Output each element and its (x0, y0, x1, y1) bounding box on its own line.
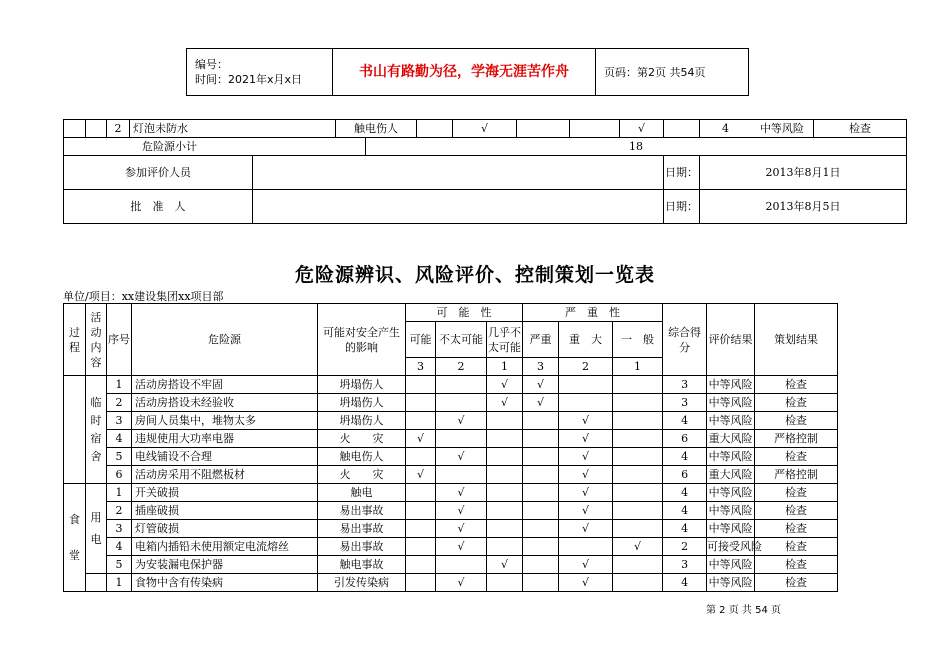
document-date: 时间：2021年x月x日 (195, 73, 303, 86)
check-cell (559, 394, 613, 412)
plan-cell: 检查 (755, 574, 838, 592)
check-cell (436, 466, 487, 484)
effect-cell: 触电伤人 (336, 120, 417, 138)
check-cell (523, 448, 559, 466)
table-row (64, 538, 907, 556)
page-footer: 第 2 页 共 54 页 (706, 605, 781, 616)
check-cell: √ (559, 430, 613, 448)
eval-cell: 中等风险 (707, 484, 755, 502)
check-cell (487, 574, 523, 592)
effect-cell: 坍塌伤人 (318, 376, 406, 394)
eval-cell: 中等风险 (707, 574, 755, 592)
score-cell: 3 (663, 394, 707, 412)
seq-cell: 4 (107, 538, 132, 556)
plan-cell: 检查 (755, 556, 838, 574)
subtotal-value: 18 (366, 138, 907, 156)
check-cell (613, 502, 663, 520)
table-row (64, 574, 907, 592)
table-row (64, 502, 907, 520)
col-poss-unlikely: 不太可能 (436, 322, 487, 358)
activity-dorm: 临时宿舍 (86, 376, 107, 484)
check-cell (487, 466, 523, 484)
severity-3-cell (570, 120, 620, 138)
table-row (64, 120, 907, 138)
check-cell (523, 430, 559, 448)
score-cell: 4 中等风险 (700, 120, 814, 138)
check-cell (613, 448, 663, 466)
hazard-cell: 电箱内插铅未使用额定电流熔丝 (132, 538, 318, 556)
eval-cell: 中等风险 (707, 376, 755, 394)
plan-cell: 严格控制 (755, 430, 838, 448)
document-number-label: 编号： (195, 58, 228, 71)
table-row (64, 484, 907, 502)
check-cell: √ (406, 430, 436, 448)
score-cell: 4 (663, 520, 707, 538)
col-process: 过程 (64, 304, 86, 376)
seq-cell: 3 (107, 412, 132, 430)
date-label: 日期： (664, 190, 700, 224)
hazard-cell: 灯管破损 (132, 520, 318, 538)
approve-date: 2013年8月5日 (700, 190, 907, 224)
check-cell (523, 484, 559, 502)
check-cell (613, 430, 663, 448)
check-cell (406, 538, 436, 556)
effect-cell: 易出事故 (318, 502, 406, 520)
page-code: 页码：第2页 共54页 (596, 49, 749, 96)
poss-val: 3 (406, 358, 436, 376)
check-cell: √ (436, 412, 487, 430)
check-cell: √ (523, 376, 559, 394)
col-activity: 活动内容 (86, 304, 107, 376)
plan-cell: 检查 (755, 412, 838, 430)
plan-cell: 检查 (755, 502, 838, 520)
hazard-cell: 房间人员集中，堆物太多 (132, 412, 318, 430)
seq-cell: 4 (107, 430, 132, 448)
check-cell (406, 556, 436, 574)
check-cell: √ (436, 484, 487, 502)
hazard-cell: 开关破损 (132, 484, 318, 502)
hazard-cell: 为安装漏电保护器 (132, 556, 318, 574)
score-cell: 2 (663, 538, 707, 556)
hazard-table (63, 303, 907, 592)
poss-val: 1 (487, 358, 523, 376)
approve-label: 批 准 人 (64, 190, 253, 224)
hazard-cell: 活动房搭设未经验收 (132, 394, 318, 412)
hazard-cell: 食物中含有传染病 (132, 574, 318, 592)
check-cell: √ (406, 466, 436, 484)
score-cell: 4 (663, 484, 707, 502)
check-cell: √ (487, 376, 523, 394)
score-cell: 4 (663, 502, 707, 520)
unit-label: 单位/项目：xx建设集团xx项目部 (63, 290, 224, 303)
seq-cell: 5 (107, 448, 132, 466)
seq-cell: 5 (107, 556, 132, 574)
plan-cell: 检查 (755, 394, 838, 412)
table-row (64, 376, 907, 394)
col-severity: 严 重 性 (523, 304, 663, 322)
page-title: 危险源辨识、风险评价、控制策划一览表 (294, 264, 655, 286)
sev-val: 2 (559, 358, 613, 376)
check-cell: √ (559, 484, 613, 502)
participants-label: 参加评价人员 (64, 156, 253, 190)
plan-cell: 检查 (755, 484, 838, 502)
check-cell: √ (559, 466, 613, 484)
plan-cell: 检查 (814, 120, 907, 138)
activity-cell (86, 574, 107, 592)
score-cell: 3 (663, 556, 707, 574)
check-cell (406, 520, 436, 538)
check-cell: √ (487, 556, 523, 574)
check-cell: √ (559, 412, 613, 430)
sev-val: 3 (523, 358, 559, 376)
col-seq: 序号 (107, 304, 132, 376)
table-row (64, 466, 907, 484)
eval-cell: 中等风险 (707, 520, 755, 538)
check-cell (523, 502, 559, 520)
hazard-cell: 活动房采用不阻燃板材 (132, 466, 318, 484)
check-cell (406, 574, 436, 592)
check-cell: √ (436, 520, 487, 538)
check-cell: √ (559, 574, 613, 592)
check-cell (406, 412, 436, 430)
table-row (64, 394, 907, 412)
check-cell (613, 574, 663, 592)
effect-cell: 易出事故 (318, 538, 406, 556)
check-cell (406, 484, 436, 502)
effect-cell: 火 灾 (318, 430, 406, 448)
participants-row (64, 156, 907, 190)
hazard-cell: 电线铺设不合理 (132, 448, 318, 466)
score-cell: 4 (663, 574, 707, 592)
table-row (64, 430, 907, 448)
check-cell (406, 376, 436, 394)
effect-cell: 引发传染病 (318, 574, 406, 592)
effect-cell: 坍塌伤人 (318, 394, 406, 412)
seq-cell: 1 (107, 376, 132, 394)
eval-cell: 中等风险 (707, 502, 755, 520)
seq-cell: 2 (107, 394, 132, 412)
effect-cell: 触电 (318, 484, 406, 502)
check-cell (613, 394, 663, 412)
col-plan: 策划结果 (755, 304, 838, 376)
check-cell (523, 538, 559, 556)
check-cell: √ (613, 538, 663, 556)
hazard-cell: 活动房搭设不牢固 (132, 376, 318, 394)
score-cell: 6 (663, 430, 707, 448)
check-cell: √ (436, 574, 487, 592)
eval-cell: 可接受风险 (707, 538, 755, 556)
effect-cell: 易出事故 (318, 520, 406, 538)
check-cell (487, 412, 523, 430)
col-sev-severe: 严重 (523, 322, 559, 358)
plan-cell: 严格控制 (755, 466, 838, 484)
check-cell (613, 376, 663, 394)
seq-cell: 2 (107, 120, 130, 138)
table-row (64, 520, 907, 538)
check-cell: √ (559, 520, 613, 538)
check-cell (436, 556, 487, 574)
score-cell: 4 (663, 412, 707, 430)
check-cell (487, 520, 523, 538)
check-cell (487, 538, 523, 556)
col-possibility: 可 能 性 (406, 304, 523, 322)
eval-cell: 重大风险 (707, 466, 755, 484)
col-score: 综合得分 (663, 304, 707, 376)
severity-2-cell: √ (620, 120, 664, 138)
col-sev-major: 重 大 (559, 322, 613, 358)
check-cell (406, 448, 436, 466)
date-label: 日期： (664, 156, 700, 190)
plan-cell: 检查 (755, 538, 838, 556)
approve-row (64, 190, 907, 224)
seq-cell: 6 (107, 466, 132, 484)
sev-val: 1 (613, 358, 663, 376)
check-cell (613, 466, 663, 484)
check-cell (487, 430, 523, 448)
score-cell: 4 (663, 448, 707, 466)
check-cell (487, 484, 523, 502)
possibility-3-cell (417, 120, 453, 138)
effect-cell: 触电伤人 (318, 448, 406, 466)
plan-cell: 检查 (755, 448, 838, 466)
seq-cell: 1 (107, 484, 132, 502)
check-cell: √ (436, 448, 487, 466)
header-meta (187, 49, 333, 96)
subtotal-row (64, 138, 907, 156)
table-row (64, 556, 907, 574)
check-cell (436, 394, 487, 412)
activity-electric: 用电 (86, 484, 107, 574)
check-cell (559, 538, 613, 556)
check-cell (613, 484, 663, 502)
header-row (64, 304, 907, 322)
col-effect: 可能对安全产生的影响 (318, 304, 406, 376)
check-cell (406, 502, 436, 520)
possibility-1-cell (517, 120, 570, 138)
col-poss-likely: 可能 (406, 322, 436, 358)
check-cell (613, 520, 663, 538)
participants-value (253, 156, 664, 190)
hazard-cell: 灯泡未防水 (130, 120, 336, 138)
seq-cell: 3 (107, 520, 132, 538)
eval-cell: 中等风险 (707, 556, 755, 574)
check-cell (613, 556, 663, 574)
participants-date: 2013年8月1日 (700, 156, 907, 190)
approve-value (253, 190, 664, 224)
page-header (186, 48, 749, 96)
seq-cell: 2 (107, 502, 132, 520)
check-cell (523, 556, 559, 574)
check-cell: √ (559, 556, 613, 574)
check-cell: √ (436, 538, 487, 556)
check-cell (436, 430, 487, 448)
check-cell (487, 448, 523, 466)
eval-cell: 重大风险 (707, 430, 755, 448)
check-cell (559, 376, 613, 394)
col-poss-rare: 几乎不太可能 (487, 322, 523, 358)
col-eval: 评价结果 (707, 304, 755, 376)
hazard-cell: 插座破损 (132, 502, 318, 520)
process-cell (64, 376, 86, 484)
check-cell: √ (559, 448, 613, 466)
eval-cell: 中等风险 (707, 394, 755, 412)
check-cell (613, 412, 663, 430)
check-cell (406, 394, 436, 412)
check-cell (523, 412, 559, 430)
eval-cell: 中等风险 (707, 448, 755, 466)
continuation-table (63, 119, 907, 224)
subtotal-label: 危险源小计 (64, 138, 366, 156)
check-cell (436, 376, 487, 394)
check-cell (523, 520, 559, 538)
check-cell: √ (436, 502, 487, 520)
poss-val: 2 (436, 358, 487, 376)
score-cell: 6 (663, 466, 707, 484)
hazard-cell: 违规使用大功率电器 (132, 430, 318, 448)
severity-1-cell (664, 120, 700, 138)
effect-cell: 坍塌伤人 (318, 412, 406, 430)
col-sev-minor: 一 般 (613, 322, 663, 358)
check-cell (487, 502, 523, 520)
check-cell: √ (559, 502, 613, 520)
header-motto: 书山有路勤为径，学海无涯苦作舟 (333, 49, 596, 96)
check-cell: √ (523, 394, 559, 412)
seq-cell: 1 (107, 574, 132, 592)
table-row (64, 412, 907, 430)
col-hazard: 危险源 (132, 304, 318, 376)
effect-cell: 火 灾 (318, 466, 406, 484)
plan-cell: 检查 (755, 520, 838, 538)
table-row (64, 448, 907, 466)
plan-cell: 检查 (755, 376, 838, 394)
score-cell: 3 (663, 376, 707, 394)
process-canteen: 食堂 (64, 484, 86, 592)
effect-cell: 触电事故 (318, 556, 406, 574)
check-cell: √ (487, 394, 523, 412)
eval-cell: 中等风险 (707, 412, 755, 430)
possibility-2-cell: √ (453, 120, 517, 138)
check-cell (523, 574, 559, 592)
check-cell (523, 466, 559, 484)
